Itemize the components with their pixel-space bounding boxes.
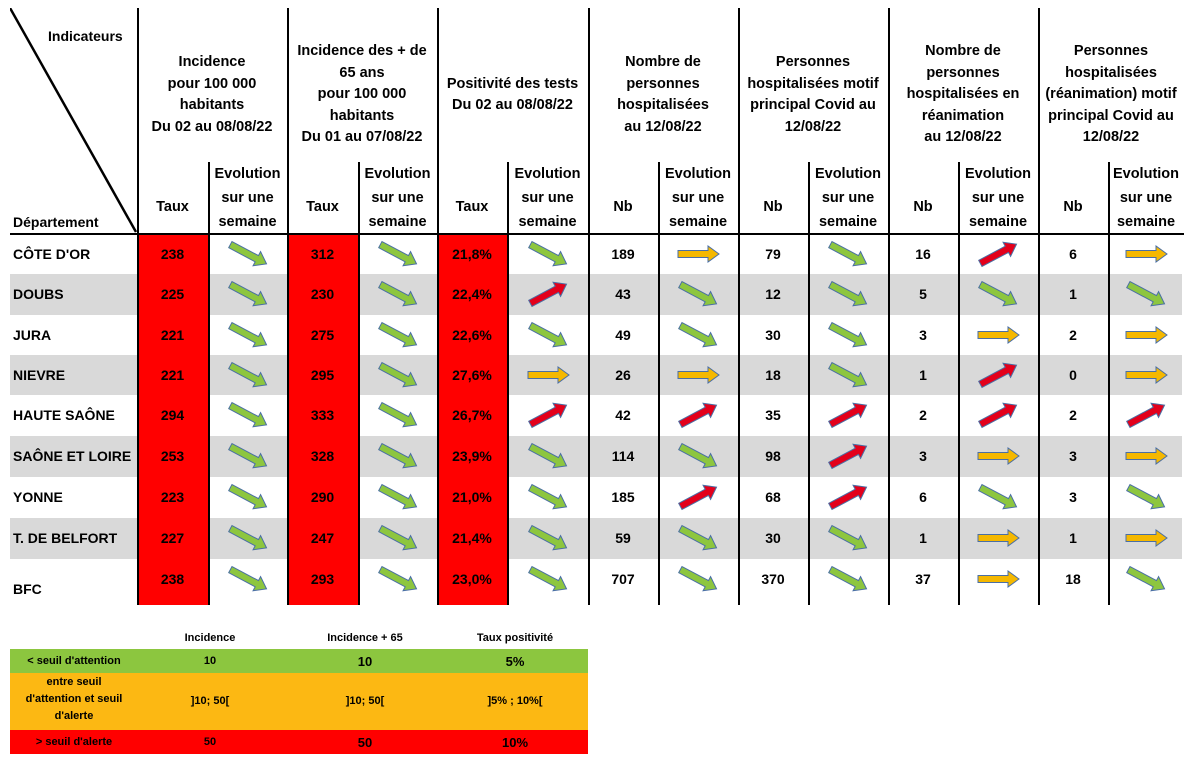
department-name: JURA	[13, 327, 52, 343]
evolution-label-line: Evolution	[214, 166, 281, 182]
evolution-label-line: semaine	[368, 214, 427, 230]
department-name: CÔTE D'OR	[13, 246, 91, 262]
trend-down-arrow-icon	[223, 482, 273, 517]
trend-flat-arrow-icon	[673, 360, 723, 395]
trend-up-arrow-icon	[1121, 400, 1171, 435]
trend-down-arrow-icon	[973, 482, 1023, 517]
trend-down-arrow-icon	[223, 320, 273, 355]
column-sub-evolution	[808, 162, 888, 234]
cell-value: 49	[615, 327, 631, 343]
cell-value: 290	[310, 489, 335, 505]
indicators-table	[10, 8, 1184, 605]
column-title-line: Incidence des + de	[297, 43, 427, 60]
trend-up-arrow-icon	[523, 279, 573, 314]
trend-down-arrow-icon	[373, 360, 423, 395]
cell-value: 2	[919, 407, 927, 423]
cell-value: 227	[160, 530, 185, 546]
column-title-line: principal Covid au	[1048, 107, 1174, 124]
trend-flat-arrow-icon	[973, 564, 1023, 599]
trend-down-arrow-icon	[823, 320, 873, 355]
trend-up-arrow-icon	[823, 400, 873, 435]
evolution-label-line: Evolution	[1112, 166, 1180, 182]
cell-value: 6	[1069, 246, 1077, 262]
cell-value: 30	[765, 327, 781, 343]
trend-up-arrow-icon	[523, 400, 573, 435]
column-title-line: personnes	[626, 75, 700, 92]
cell-value: 21,8%	[452, 246, 492, 262]
cell-value: 22,6%	[452, 327, 492, 343]
legend-row	[10, 673, 588, 730]
trend-up-arrow-icon	[823, 441, 873, 476]
evolution-label-line: semaine	[668, 214, 728, 230]
trend-down-arrow-icon	[223, 279, 273, 314]
trend-down-arrow-icon	[823, 523, 873, 558]
trend-up-arrow-icon	[973, 360, 1023, 395]
column-title-line: Du 01 au 07/08/22	[301, 129, 423, 146]
trend-down-arrow-icon	[1121, 482, 1171, 517]
trend-down-arrow-icon	[523, 239, 573, 274]
department-name: DOUBS	[13, 286, 64, 302]
evolution-label-line: Evolution	[664, 166, 732, 182]
cell-value: 27,6%	[452, 367, 492, 383]
cell-value: 16	[915, 246, 931, 262]
column-title-line: pour 100 000	[167, 75, 257, 92]
cell-value: 253	[160, 448, 185, 464]
trend-down-arrow-icon	[673, 279, 723, 314]
cell-value: 370	[761, 571, 785, 587]
legend-header: Incidence	[184, 632, 236, 644]
cell-value: 2	[1069, 327, 1077, 343]
column-title-line: hospitalisées en	[906, 86, 1020, 103]
trend-down-arrow-icon	[373, 441, 423, 476]
department-name: HAUTE SAÔNE	[13, 407, 115, 423]
trend-down-arrow-icon	[223, 564, 273, 599]
evolution-label-line: sur une	[1119, 190, 1173, 206]
cell-value: 6	[919, 489, 927, 505]
trend-up-arrow-icon	[673, 400, 723, 435]
cell-value: 98	[765, 448, 781, 464]
cell-value: 59	[615, 530, 631, 546]
trend-flat-arrow-icon	[673, 239, 723, 274]
cell-value: 21,0%	[452, 489, 492, 505]
cell-value: 35	[765, 407, 781, 423]
column-title	[888, 20, 1038, 170]
cell-value: 21,4%	[452, 530, 492, 546]
cell-value: 23,9%	[452, 448, 492, 464]
evolution-label-line: Evolution	[514, 166, 581, 182]
trend-down-arrow-icon	[373, 400, 423, 435]
trend-down-arrow-icon	[523, 564, 573, 599]
cell-value: 79	[765, 246, 781, 262]
column-title-line: hospitalisées	[1065, 64, 1157, 81]
legend-row	[10, 730, 588, 754]
cell-value: 3	[1069, 448, 1077, 464]
legend-label	[10, 735, 138, 749]
trend-down-arrow-icon	[523, 320, 573, 355]
column-title-line: principal Covid au	[750, 97, 876, 113]
cell-value: 328	[310, 448, 335, 464]
trend-down-arrow-icon	[823, 360, 873, 395]
cell-value: 238	[160, 246, 185, 262]
column-title-line: réanimation	[921, 107, 1005, 124]
cell-value: 221	[160, 327, 185, 343]
column-sub-evolution	[658, 162, 738, 234]
column-title-line: habitants	[179, 97, 245, 113]
trend-down-arrow-icon	[1121, 564, 1171, 599]
department-name: NIEVRE	[13, 367, 66, 383]
column-title	[287, 20, 437, 170]
column-sub-value: Nb	[913, 199, 933, 215]
cell-value: 2	[1069, 407, 1077, 423]
column-title-line: (réanimation) motif	[1045, 86, 1177, 103]
column-sub-evolution	[1108, 162, 1184, 234]
evolution-label-line: Evolution	[814, 166, 882, 182]
cell-value: 23,0%	[452, 571, 492, 587]
trend-flat-arrow-icon	[973, 441, 1023, 476]
cell-value: 12	[765, 286, 781, 302]
trend-down-arrow-icon	[223, 360, 273, 395]
trend-flat-arrow-icon	[1121, 239, 1171, 274]
legend-label-line: entre seuil	[46, 676, 102, 688]
legend-header: Taux positivité	[476, 632, 554, 644]
cell-value: 5	[919, 286, 927, 302]
trend-down-arrow-icon	[373, 320, 423, 355]
trend-down-arrow-icon	[373, 482, 423, 517]
cell-value: 3	[1069, 489, 1077, 505]
column-sub-evolution	[358, 162, 437, 234]
cell-value: 26	[615, 367, 631, 383]
column-title-line: au 12/08/22	[924, 129, 1002, 146]
column-sub-value: Taux	[455, 199, 489, 215]
trend-flat-arrow-icon	[973, 523, 1023, 558]
cell-value: 1	[919, 367, 927, 383]
cell-value: 312	[310, 246, 335, 262]
trend-down-arrow-icon	[973, 279, 1023, 314]
trend-flat-arrow-icon	[1121, 441, 1171, 476]
column-title	[588, 20, 738, 170]
trend-flat-arrow-icon	[1121, 320, 1171, 355]
cell-value: 43	[615, 286, 631, 302]
departement-label: Département	[13, 214, 99, 230]
column-title-line: 12/08/22	[1082, 129, 1140, 146]
column-title-line: Incidence	[178, 54, 246, 70]
cell-value: 3	[919, 448, 927, 464]
evolution-label-line: Evolution	[364, 166, 431, 182]
legend-label-line: d'alerte	[54, 710, 94, 722]
legend-label-line: d'attention et seuil	[25, 693, 123, 705]
department-name: T. DE BELFORT	[13, 530, 118, 546]
trend-down-arrow-icon	[223, 523, 273, 558]
trend-down-arrow-icon	[823, 564, 873, 599]
evolution-label-line: semaine	[518, 214, 577, 230]
legend-value: 50	[357, 734, 373, 750]
evolution-label-line: sur une	[821, 190, 875, 206]
legend-label	[10, 654, 138, 668]
cell-value: 189	[611, 246, 635, 262]
cell-value: 223	[160, 489, 185, 505]
evolution-label-line: sur une	[371, 190, 424, 206]
legend-label	[10, 674, 138, 725]
trend-down-arrow-icon	[373, 239, 423, 274]
legend-value: ]10; 50[	[190, 695, 230, 707]
trend-down-arrow-icon	[223, 400, 273, 435]
cell-value: 185	[611, 489, 635, 505]
trend-down-arrow-icon	[373, 564, 423, 599]
column-title-line: Positivité des tests	[446, 75, 579, 92]
cell-value: 18	[765, 367, 781, 383]
cell-value: 1	[1069, 530, 1077, 546]
legend-row	[10, 649, 588, 673]
cell-value: 22,4%	[452, 286, 492, 302]
column-sub-value: Nb	[763, 199, 783, 215]
evolution-label-line: sur une	[671, 190, 725, 206]
evolution-label-line: semaine	[968, 214, 1028, 230]
evolution-label-line: semaine	[818, 214, 878, 230]
column-sub-evolution	[208, 162, 287, 234]
legend-value: 50	[203, 735, 217, 748]
legend-value: ]5% ; 10%[	[487, 695, 543, 707]
column-sub-value: Taux	[156, 199, 189, 215]
trend-down-arrow-icon	[223, 239, 273, 274]
trend-up-arrow-icon	[973, 239, 1023, 274]
cell-value: 1	[919, 530, 927, 546]
trend-up-arrow-icon	[823, 482, 873, 517]
cell-value: 230	[310, 286, 335, 302]
cell-value: 3	[919, 327, 927, 343]
cell-value: 294	[160, 407, 185, 423]
department-name: YONNE	[13, 489, 63, 505]
trend-down-arrow-icon	[823, 279, 873, 314]
evolution-label-line: sur une	[971, 190, 1025, 206]
column-title	[738, 20, 888, 170]
cell-value: 238	[160, 571, 185, 587]
column-title	[437, 20, 588, 170]
column-title-line: habitants	[329, 107, 395, 124]
trend-down-arrow-icon	[823, 239, 873, 274]
column-sub-evolution	[507, 162, 588, 234]
trend-down-arrow-icon	[523, 482, 573, 517]
column-title-line: hospitalisées	[617, 97, 709, 113]
cell-value: 707	[611, 571, 635, 587]
cell-value: 37	[915, 571, 931, 587]
cell-value: 26,7%	[452, 407, 492, 423]
trend-down-arrow-icon	[673, 523, 723, 558]
column-title-line: Du 02 au 08/08/22	[452, 97, 573, 113]
column-title-line: pour 100 000	[317, 86, 407, 103]
column-title-line: au 12/08/22	[624, 118, 702, 135]
evolution-label-line: Evolution	[964, 166, 1032, 182]
legend-value: 5%	[505, 653, 525, 669]
cell-value: 225	[160, 286, 185, 302]
trend-flat-arrow-icon	[523, 360, 573, 395]
column-sub-evolution	[958, 162, 1038, 234]
column-sub-value: Nb	[613, 199, 633, 215]
column-title	[1038, 20, 1184, 170]
column-title-line: personnes	[926, 64, 1000, 81]
evolution-label-line: semaine	[1116, 214, 1176, 230]
cell-value: 295	[310, 367, 335, 383]
department-name: BFC	[13, 581, 42, 597]
trend-down-arrow-icon	[1121, 279, 1171, 314]
trend-down-arrow-icon	[523, 523, 573, 558]
column-title-line: Personnes	[775, 54, 851, 70]
trend-flat-arrow-icon	[1121, 360, 1171, 395]
evolution-label-line: sur une	[221, 190, 274, 206]
legend-value: 10	[203, 654, 217, 667]
cell-value: 333	[310, 407, 335, 423]
column-sub-value: Taux	[306, 199, 339, 215]
indicateurs-label: Indicateurs	[48, 28, 123, 44]
legend-value: 10%	[501, 734, 529, 750]
trend-up-arrow-icon	[973, 400, 1023, 435]
trend-flat-arrow-icon	[973, 320, 1023, 355]
column-title-line: Nombre de	[625, 54, 701, 70]
cell-value: 0	[1069, 367, 1077, 383]
cell-value: 275	[310, 327, 335, 343]
column-title-line: Nombre de	[925, 43, 1001, 60]
cell-value: 247	[310, 530, 335, 546]
cell-value: 42	[615, 407, 631, 423]
trend-down-arrow-icon	[373, 523, 423, 558]
cell-value: 68	[765, 489, 781, 505]
legend-label-line: < seuil d'attention	[27, 655, 121, 667]
cell-value: 114	[611, 448, 635, 464]
legend-value: ]10; 50[	[345, 695, 385, 707]
cell-value: 18	[1065, 571, 1081, 587]
trend-down-arrow-icon	[673, 441, 723, 476]
column-sub-value: Nb	[1063, 199, 1083, 215]
cell-value: 293	[310, 571, 335, 587]
cell-value: 30	[765, 530, 781, 546]
column-title-line: Personnes	[1073, 43, 1149, 60]
evolution-label-line: sur une	[521, 190, 574, 206]
column-title-line: Du 02 au 08/08/22	[151, 118, 273, 135]
column-title-line: hospitalisées motif	[747, 75, 879, 92]
cell-value: 221	[160, 367, 185, 383]
column-title	[137, 20, 287, 170]
trend-down-arrow-icon	[523, 441, 573, 476]
legend-value: 10	[357, 653, 373, 669]
evolution-label-line: semaine	[218, 214, 277, 230]
column-title-line: 12/08/22	[784, 118, 842, 135]
trend-down-arrow-icon	[673, 320, 723, 355]
column-title-line: 65 ans	[339, 64, 385, 81]
trend-flat-arrow-icon	[1121, 523, 1171, 558]
trend-down-arrow-icon	[223, 441, 273, 476]
department-name: SAÔNE ET LOIRE	[13, 448, 132, 464]
legend-header: Incidence + 65	[327, 632, 403, 644]
legend-label-line: > seuil d'alerte	[35, 736, 113, 748]
cell-value: 1	[1069, 286, 1077, 302]
trend-down-arrow-icon	[373, 279, 423, 314]
trend-down-arrow-icon	[673, 564, 723, 599]
trend-up-arrow-icon	[673, 482, 723, 517]
